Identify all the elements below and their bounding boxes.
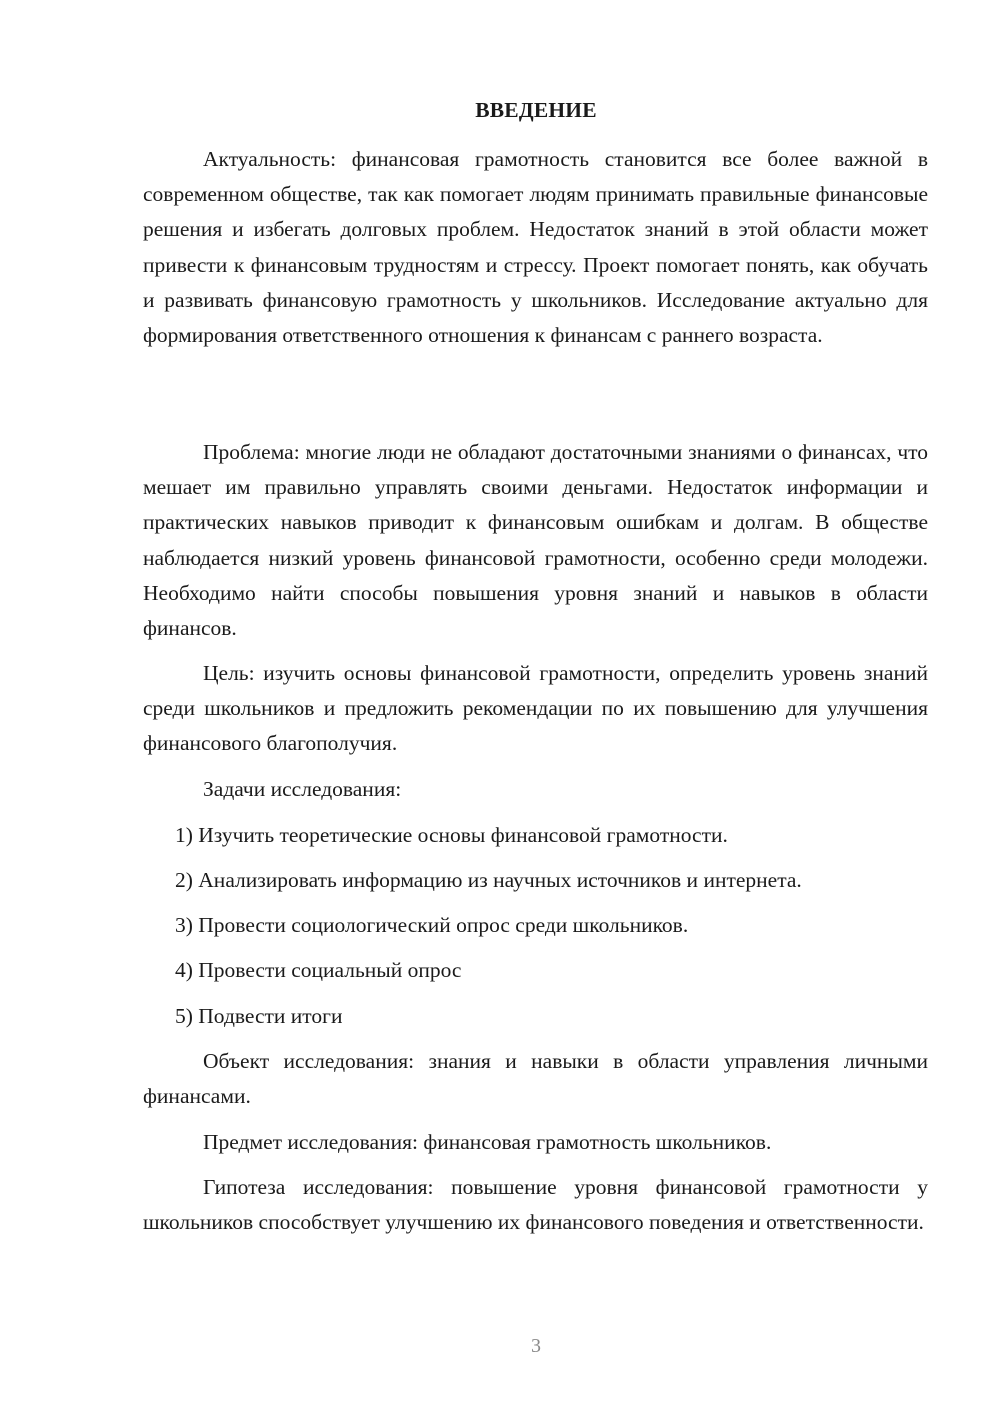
hypothesis-paragraph: Гипотеза исследования: повышение уровня финансовой грамотности у школьников способствует улучшению их финансового поведения и ответственности. xyxy=(143,1175,928,1235)
goal-paragraph: Цель: изучить основы финансовой грамотности, определить уровень знаний среди школьников и предложить рекомендации по их повышению для улучшения финансового благополучия. xyxy=(143,661,928,756)
section-heading: ВВЕДЕНИЕ xyxy=(475,98,597,122)
tasks-title: Задачи исследования: xyxy=(203,777,402,801)
object-paragraph: Объект исследования: знания и навыки в области управления личными финансами. xyxy=(143,1049,928,1109)
task-item-2: 2) Анализировать информацию из научных источников и интернета. xyxy=(175,868,802,892)
relevance-paragraph: Актуальность: финансовая грамотность становится все более важной в современном обществе, так как помогает людям принимать правильные финансовые решения и избегать долговых проблем. Недостаток знаний в этой области может привести к финансовым трудностям и стрессу. Проект помогает понять, как обучать и развивать финансовую грамотность у школьников. Исследование актуально для формирования ответственного отношения к финансам с раннего возраста. xyxy=(143,147,928,348)
subject-paragraph: Предмет исследования: финансовая грамотность школьников. xyxy=(203,1130,772,1154)
page-number: 3 xyxy=(531,1335,541,1357)
problem-paragraph: Проблема: многие люди не обладают достаточными знаниями о финансах, что мешает им правильно управлять своими деньгами. Недостаток информации и практических навыков приводит к финансовым ошибкам и долгам. В обществе наблюдается низкий уровень финансовой грамотности, особенно среди молодежи. Необходимо найти способы повышения уровня знаний и навыков в области финансов. xyxy=(143,440,928,641)
task-item-4: 4) Провести социальный опрос xyxy=(175,958,462,982)
task-item-3: 3) Провести социологический опрос среди школьников. xyxy=(175,913,689,937)
task-item-5: 5) Подвести итоги xyxy=(175,1004,343,1028)
task-item-1: 1) Изучить теоретические основы финансовой грамотности. xyxy=(175,823,728,847)
